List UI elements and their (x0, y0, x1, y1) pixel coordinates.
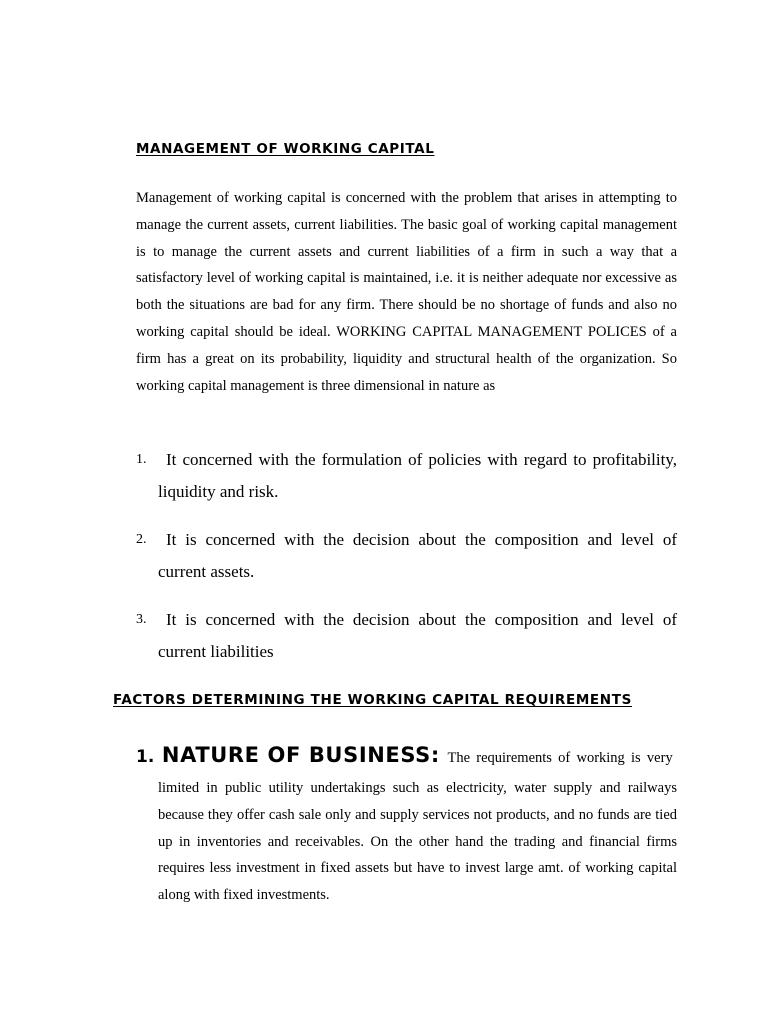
factor-heading-line (136, 738, 677, 775)
list-item-text: It is concerned with the decision about the composition and level of current assets. (158, 530, 677, 581)
dimensions-list (136, 444, 677, 684)
factor-title: NATURE OF BUSINESS: (161, 743, 440, 767)
list-item-text: It concerned with the formulation of policies with regard to profitability, liquidity and risk. (158, 450, 677, 501)
list-item-number: 1. (136, 452, 147, 467)
factor-lead-text: The requirements of working is very (447, 750, 673, 766)
list-item (136, 444, 677, 507)
list-item-number: 3. (136, 612, 147, 627)
list-item (136, 604, 677, 667)
factor-nature-of-business (136, 738, 677, 909)
factor-body-text: limited in public utility undertakings such as electricity, water supply and railways because they offer cash sale only and supply services not products, and no funds are tied up in inventories and receivables. On the other hand the trading and financial firms requires less investment in fixed assets but have to invest large amt. of working capital along with fixed investments. (158, 780, 677, 904)
list-item-number: 2. (136, 532, 147, 547)
intro-paragraph: Management of working capital is concerned with the problem that arises in attempting to manage the current assets, current liabilities. The basic goal of working capital management is to manage the current assets and current liabilities of a firm in such a way that a satisfactory level of working capital is maintained, i.e. it is neither adequate nor excessive as both the situations are bad for any firm. There should be no shortage of funds and also no working capital should be ideal. WORKING CAPITAL MANAGEMENT POLICES of a firm has a great on its probability, liquidity and structural health of the organization. So working capital management is three dimensional in nature as (136, 190, 677, 394)
section-heading-factors: FACTORS DETERMINING THE WORKING CAPITAL REQUIREMENTS (113, 692, 632, 708)
section-heading-management: MANAGEMENT OF WORKING CAPITAL (136, 141, 435, 157)
list-item (136, 524, 677, 587)
factor-number: 1. (136, 747, 155, 767)
list-item-text: It is concerned with the decision about the composition and level of current liabilities (158, 610, 677, 661)
